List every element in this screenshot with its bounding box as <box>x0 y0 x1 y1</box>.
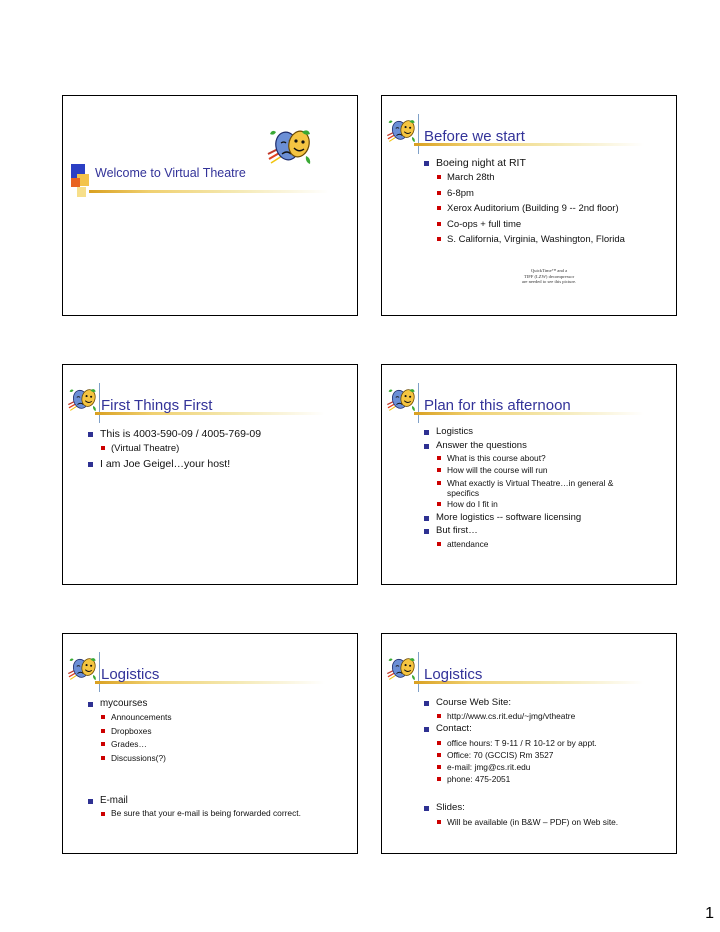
sub-bullet-item: 6-8pm <box>436 186 625 202</box>
bullet-item: Boeing night at RIT <box>424 156 625 170</box>
bullet-item: Course Web Site: <box>424 696 618 710</box>
sub-bullet-item: How will the course will run <box>436 464 635 476</box>
title-divider <box>418 114 419 154</box>
bullet-item: Slides: <box>424 801 618 815</box>
bullet-item: I am Joe Geigel…your host! <box>88 457 261 471</box>
sub-bullet-item: Will be available (in B&W – PDF) on Web site. <box>436 816 618 828</box>
theatre-masks-icon <box>386 386 416 414</box>
sub-bullet-item: Xerox Auditorium (Building 9 -- 2nd floor) <box>436 201 625 217</box>
slide-body <box>424 425 635 550</box>
slide-body <box>88 427 261 471</box>
placeholder-line: are needed to see this picture. <box>521 279 577 285</box>
sub-bullet-item: Be sure that your e-mail is being forwarded correct. <box>100 808 311 818</box>
title-divider <box>418 652 419 692</box>
title-divider <box>99 383 100 423</box>
sub-bullet-item: phone: 475-2051 <box>436 773 618 785</box>
accent-square-light <box>77 187 86 197</box>
bullet-item: This is 4003-590-09 / 4005-769-09 <box>88 427 261 441</box>
sub-bullet-item: How do I fit in <box>436 498 635 510</box>
slide-2 <box>381 95 677 316</box>
slide-title: Plan for this afternoon <box>424 397 571 414</box>
theatre-masks-icon <box>386 117 416 145</box>
slide-1 <box>62 95 358 316</box>
bullet-item: Answer the questions <box>424 439 635 453</box>
sub-bullet-item: Dropboxes <box>100 725 311 739</box>
theatre-masks-icon <box>386 655 416 683</box>
sub-bullet-item: office hours: T 9-11 / R 10-12 or by appt. <box>436 737 618 749</box>
theatre-masks-icon <box>67 655 97 683</box>
slide-body <box>88 697 311 818</box>
slide-title: Logistics <box>101 666 160 683</box>
slide-title: First Things First <box>101 397 213 414</box>
sub-bullet-item: attendance <box>436 538 635 550</box>
bullet-item: E-mail <box>88 794 311 808</box>
placeholder-line: QuickTime™ and a <box>530 268 568 273</box>
sub-bullet-item: (Virtual Theatre) <box>100 441 261 457</box>
sub-bullet-item: S. California, Virginia, Washington, Florida <box>436 232 625 248</box>
theatre-masks-icon <box>67 386 97 414</box>
slide-body <box>424 156 625 248</box>
sub-bullet-item: Discussions(?) <box>100 752 311 766</box>
bullet-item: mycourses <box>88 697 311 711</box>
slide-body <box>424 696 618 828</box>
bullet-item: Logistics <box>424 425 635 439</box>
accent-square-orange <box>71 178 80 187</box>
sub-bullet-item: Office: 70 (GCCIS) Rm 3527 <box>436 749 618 761</box>
slide-title: Logistics <box>424 666 483 683</box>
sub-bullet-item: March 28th <box>436 170 625 186</box>
sub-bullet-item: http://www.cs.rit.edu/~jmg/vtheatre <box>436 710 618 722</box>
slide-4 <box>381 364 677 585</box>
title-divider <box>418 383 419 423</box>
bullet-item: More logistics -- software licensing <box>424 511 635 525</box>
title-underline <box>89 190 329 193</box>
sub-bullet-item: Announcements <box>100 711 311 725</box>
slide-6 <box>381 633 677 854</box>
page-number: 1 <box>705 905 714 922</box>
bullet-item: Contact: <box>424 722 618 736</box>
slide-title: Before we start <box>424 128 525 145</box>
image-placeholder <box>494 268 604 285</box>
placeholder-line: TIFF (LZW) decompressor <box>523 273 575 279</box>
sub-bullet-item: Grades… <box>100 738 311 752</box>
sub-bullet-item: What exactly is Virtual Theatre…in general & specifics <box>436 477 635 499</box>
theatre-masks-icon <box>266 126 312 168</box>
slide-5 <box>62 633 358 854</box>
sub-bullet-item: e-mail: jmg@cs.rit.edu <box>436 761 618 773</box>
bullet-item: But first… <box>424 524 635 538</box>
slide-3 <box>62 364 358 585</box>
sub-bullet-item: Co-ops + full time <box>436 217 625 233</box>
slide-title: Welcome to Virtual Theatre <box>95 166 246 180</box>
sub-bullet-item: What is this course about? <box>436 452 635 464</box>
title-divider <box>99 652 100 692</box>
